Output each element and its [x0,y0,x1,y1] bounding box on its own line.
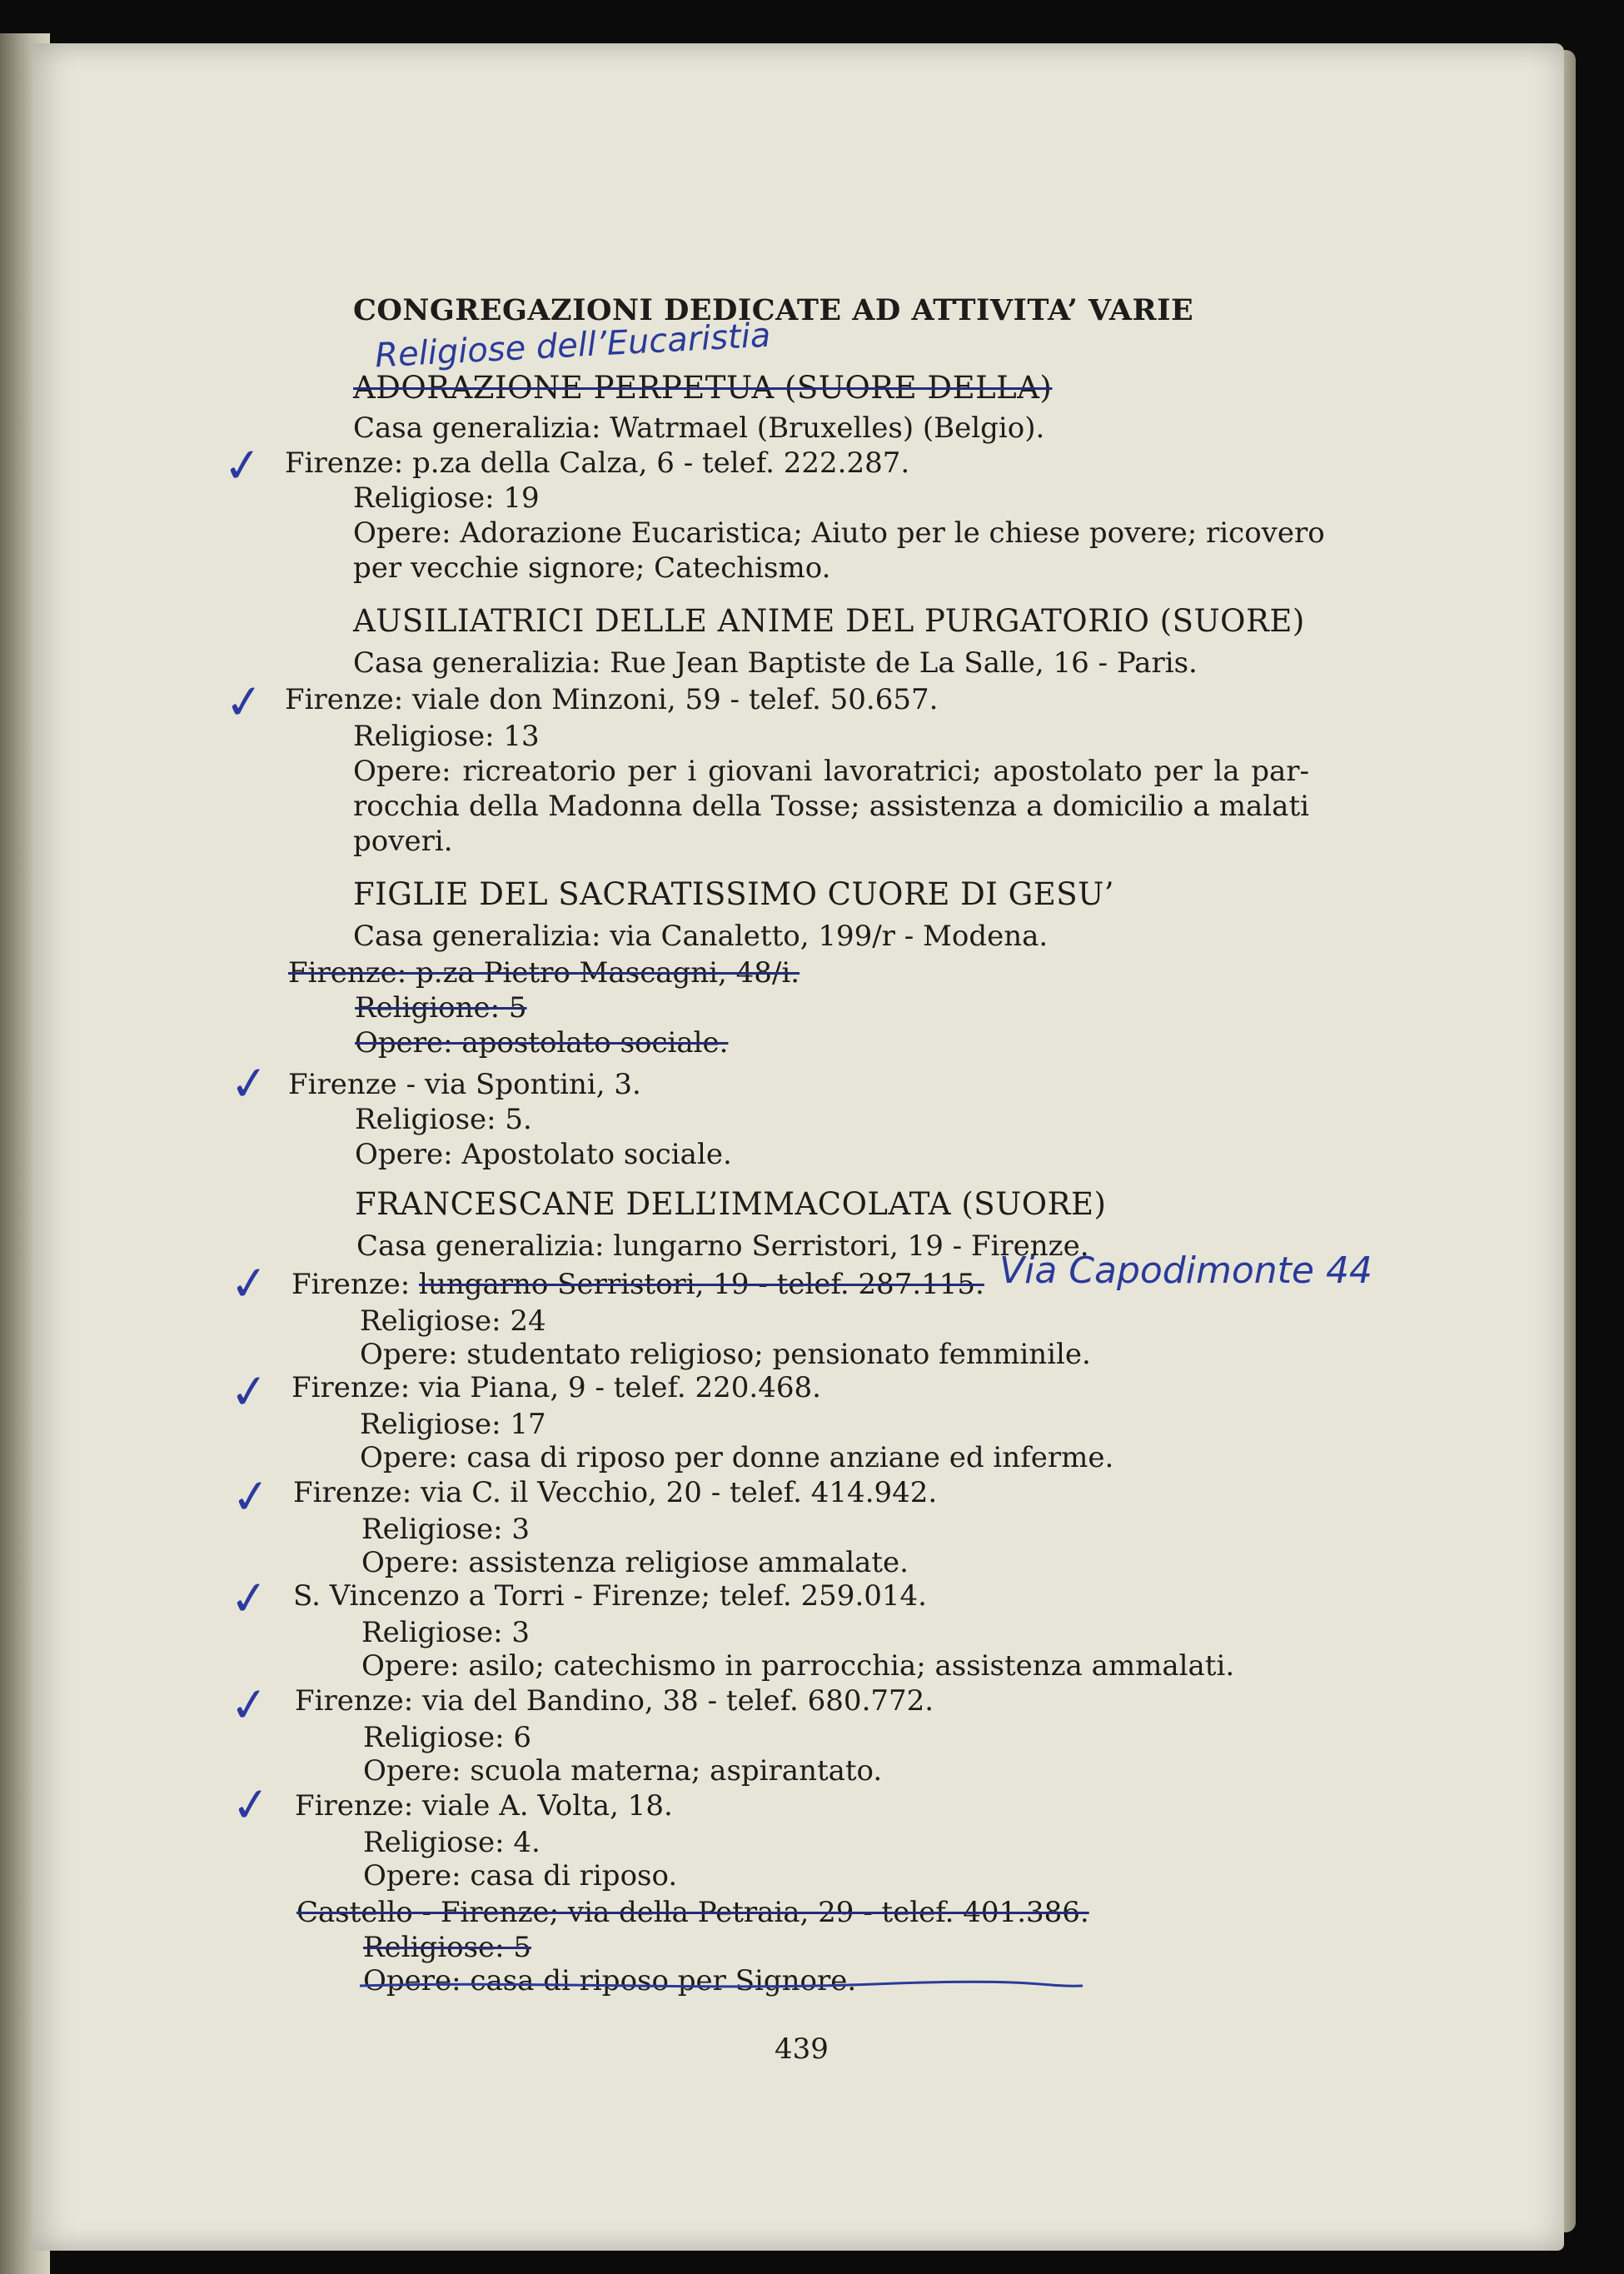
s4-e1-struck-address: lungarno Serristori, 19 - telef. 287.115. [419,1268,984,1301]
s2-firenze: Firenze: viale don Minzoni, 59 - telef. 50.657. [285,683,939,716]
s2-religiose: Religiose: 13 [353,720,540,753]
s4-e1-opere: Opere: studentato religioso; pensionato femminile. [360,1338,1091,1371]
check-mark-icon: ✓ [227,1363,272,1422]
s4-e5-opere: Opere: scuola materna; aspirantato. [363,1754,883,1788]
s3-opere-struck: Opere: apostolato sociale. [355,1026,729,1060]
check-mark-icon: ✓ [222,673,267,732]
s4-e3-religiose: Religiose: 3 [361,1513,531,1546]
s3-firenze-struck: Firenze: p.za Pietro Mascagni, 48/i. [288,956,800,990]
s1-religiose: Religiose: 19 [353,481,540,515]
s4-e6-religiose: Religiose: 4. [363,1826,541,1859]
s2-opere-line2: rocchia della Madonna della Tosse; assistenza a domicilio a malati [353,790,1309,823]
section-heading-figlie: FIGLIE DEL SACRATISSIMO CUORE DI GESU’ [353,876,1115,912]
check-mark-icon: ✓ [228,1776,274,1835]
s4-e1-religiose: Religiose: 24 [360,1304,546,1338]
s4-e7-opere-struck: Opere: casa di riposo per Signore. [363,1964,857,1997]
check-mark-icon: ✓ [227,1055,272,1114]
s4-e7-firenze-struck: Castello - Firenze; via della Petraia, 29 - telef. 401.386. [296,1896,1089,1929]
s3-firenze: Firenze - via Spontini, 3. [288,1068,641,1101]
s1-opere-line2: per vecchie signore; Catechismo. [353,551,831,585]
s3-casa: Casa generalizia: via Canaletto, 199/r - Modena. [353,920,1049,953]
s4-e5-firenze: Firenze: via del Bandino, 38 - telef. 680.772. [295,1684,934,1718]
check-mark-icon: ✓ [227,1676,272,1735]
section-heading-adorazione: ADORAZIONE PERPETUA (SUORE DELLA) [353,370,1053,406]
s4-e2-opere: Opere: casa di riposo per donne anziane ed inferme. [360,1441,1114,1474]
s4-e7-religiose-struck: Religiose: 5 [363,1931,532,1964]
s1-firenze: Firenze: p.za della Calza, 6 - telef. 222.287. [285,446,910,480]
s4-e4-religiose: Religiose: 3 [361,1616,531,1649]
page-number: 439 [775,2032,829,2066]
s3-religiose: Religiose: 5. [355,1103,532,1136]
s2-casa: Casa generalizia: Rue Jean Baptiste de La Salle, 16 - Paris. [353,646,1198,680]
page-title: CONGREGAZIONI DEDICATE AD ATTIVITA’ VARIE [353,293,1194,327]
s4-e6-firenze: Firenze: viale A. Volta, 18. [295,1789,673,1823]
check-mark-icon: ✓ [227,1569,272,1628]
s2-opere-line3: poveri. [353,825,453,858]
s1-casa: Casa generalizia: Watrmael (Bruxelles) (Belgio). [353,411,1045,445]
s2-opere-line1: Opere: ricreatorio per i giovani lavoratrici; apostolato per la par- [353,755,1309,788]
s4-e2-firenze: Firenze: via Piana, 9 - telef. 220.468. [291,1371,821,1404]
s4-e1-firenze [291,1268,984,1301]
check-mark-icon: ✓ [227,1254,272,1314]
s4-e4-firenze: S. Vincenzo a Torri - Firenze; telef. 259.014. [293,1579,927,1613]
section-heading-ausiliatrici: AUSILIATRICI DELLE ANIME DEL PURGATORIO (SUORE) [353,603,1305,639]
s4-e5-religiose: Religiose: 6 [363,1721,532,1754]
s4-e3-firenze: Firenze: via C. il Vecchio, 20 - telef. 414.942. [293,1476,938,1509]
s4-e3-opere: Opere: assistenza religiose ammalate. [361,1546,909,1579]
s1-opere-line1: Opere: Adorazione Eucaristica; Aiuto per le chiese povere; ricovero [353,516,1325,550]
s4-e2-religiose: Religiose: 17 [360,1408,546,1441]
section-heading-francescane: FRANCESCANE DELL’IMMACOLATA (SUORE) [355,1186,1107,1222]
handwritten-new-address: Via Capodimonte 44 [999,1249,1372,1292]
s4-casa: Casa generalizia: lungarno Serristori, 19 - Firenze. [356,1229,1089,1263]
check-mark-icon: ✓ [220,436,266,496]
check-mark-icon: ✓ [228,1468,274,1527]
s4-e1-prefix: Firenze: [291,1268,420,1301]
s4-e4-opere: Opere: asilo; catechismo in parrocchia; assistenza ammalati. [361,1649,1235,1683]
handwritten-annotation-top: Religiose dell’Eucaristia [374,316,772,376]
s3-opere: Opere: Apostolato sociale. [355,1138,732,1171]
s3-religione-struck: Religione: 5 [355,991,527,1025]
s4-e6-opere: Opere: casa di riposo. [363,1859,678,1893]
pen-strike-line [358,1969,1091,2002]
